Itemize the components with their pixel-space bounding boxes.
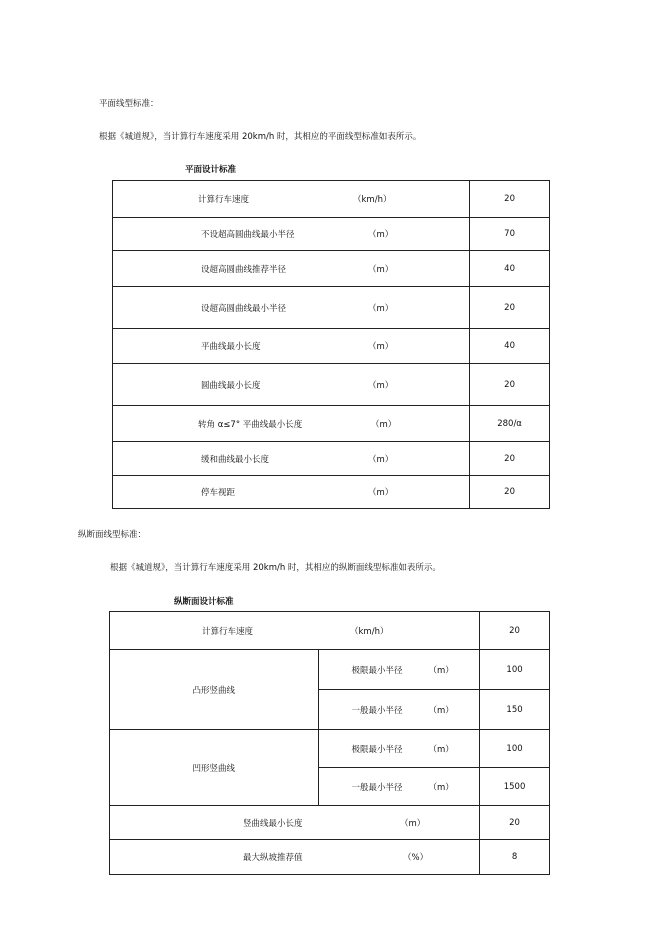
- row-label: 最大纵坡推荐值: [243, 853, 303, 863]
- row-unit: （m）: [428, 665, 454, 676]
- row-label: 平曲线最小长度: [201, 342, 261, 352]
- table-row: [113, 364, 550, 406]
- concave-curve-label: 凹形竖曲线: [110, 730, 319, 806]
- table-row: [110, 840, 550, 875]
- row-value: 100: [480, 730, 550, 768]
- row-label: 极限最小半径: [351, 665, 403, 676]
- table-row: [113, 218, 550, 251]
- row-value: 20: [470, 287, 550, 329]
- row-value: 40: [470, 251, 550, 287]
- row-label: 一般最小半径: [351, 782, 403, 793]
- row-unit: （m）: [400, 818, 426, 829]
- row-value: 70: [470, 218, 550, 251]
- row-label: 缓和曲线最小长度: [201, 454, 270, 465]
- table-row: [113, 287, 550, 329]
- section1-intro: 根据《城道规》，当计算行车速度采用 20km/h 时，其相应的平面线型标准如表所示。: [99, 132, 422, 142]
- section1-heading: 平面线型标准：: [99, 99, 159, 109]
- row-unit: （m）: [428, 705, 454, 716]
- row-value: 20: [470, 364, 550, 406]
- row-unit: （km/h）: [353, 195, 392, 205]
- convex-curve-label: 凸形竖曲线: [110, 650, 319, 730]
- row-label: 不设超高圆曲线最小半径: [201, 230, 295, 240]
- row-label: 设超高圆曲线最小半径: [201, 303, 287, 314]
- row-value: 20: [480, 806, 550, 840]
- row-unit: （m）: [368, 342, 394, 352]
- table-row: [110, 730, 550, 768]
- row-unit: （m）: [368, 303, 394, 314]
- row-unit: （m）: [368, 488, 394, 498]
- section2-intro: 根据《城道规》，当计算行车速度采用 20km/h 时，其相应的纵断面线型标准如表所示。: [110, 563, 441, 573]
- profile-design-table: [109, 611, 550, 875]
- row-value: 280/α: [470, 406, 550, 442]
- table-row: [110, 650, 550, 690]
- row-unit: （m）: [368, 380, 394, 391]
- row-value: 150: [480, 690, 550, 730]
- row-label: 竖曲线最小长度: [243, 818, 303, 829]
- table-row: [113, 181, 550, 218]
- table-row: [113, 251, 550, 287]
- row-value: 20: [470, 476, 550, 509]
- row-label: 计算行车速度: [198, 195, 250, 205]
- row-label: 圆曲线最小长度: [201, 380, 261, 391]
- table-row: [113, 442, 550, 476]
- row-unit: （m）: [428, 744, 454, 755]
- row-value: 1500: [480, 768, 550, 806]
- row-unit: （m）: [371, 419, 397, 430]
- row-unit: （m）: [368, 230, 394, 240]
- row-label: 停车视距: [201, 488, 236, 498]
- row-unit: （m）: [368, 264, 394, 275]
- table-row: [110, 806, 550, 840]
- row-label: 极限最小半径: [351, 744, 403, 755]
- row-label: 转角 α≤7° 平曲线最小长度: [198, 419, 303, 430]
- row-value: 100: [480, 650, 550, 690]
- plane-design-table: [112, 180, 550, 509]
- table-row: [113, 329, 550, 364]
- row-unit: （m）: [428, 782, 454, 793]
- row-unit: （%）: [403, 853, 429, 863]
- section2-heading: 纵断面线型标准：: [78, 530, 147, 540]
- section1-table-title: 平面设计标准: [185, 165, 237, 175]
- table-row: [113, 476, 550, 509]
- row-value: 20: [470, 442, 550, 476]
- row-label: 一般最小半径: [351, 705, 403, 716]
- row-unit: （km/h）: [350, 626, 389, 637]
- row-value: 20: [470, 181, 550, 218]
- row-label: 计算行车速度: [202, 626, 254, 637]
- row-unit: （m）: [368, 454, 394, 465]
- row-label: 设超高圆曲线推荐半径: [201, 264, 287, 275]
- row-value: 40: [470, 329, 550, 364]
- section2-table-title: 纵断面设计标准: [174, 597, 234, 607]
- table-row: [110, 612, 550, 650]
- row-value: 8: [480, 840, 550, 875]
- row-value: 20: [480, 612, 550, 650]
- table-row: [113, 406, 550, 442]
